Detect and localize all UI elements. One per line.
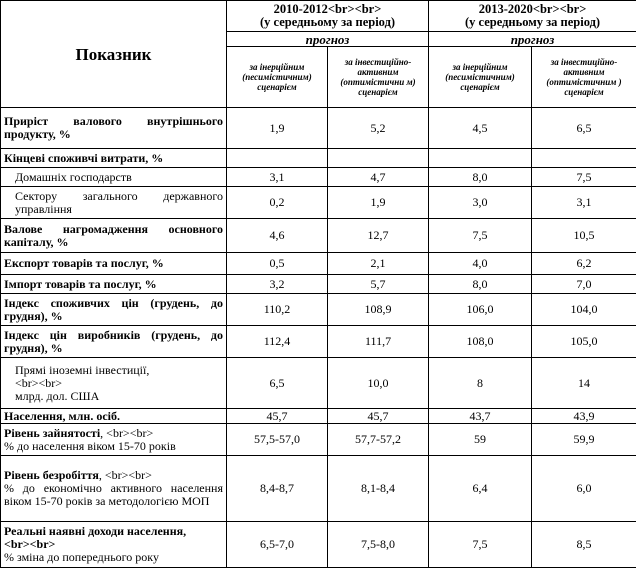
forecast-header: прогноз	[429, 32, 636, 47]
cell-value: 7,5-8,0	[328, 522, 429, 568]
table-row	[1, 456, 636, 522]
cell-value: 5,7	[328, 275, 429, 294]
period-title: 2013-2020<br><br>	[478, 2, 587, 16]
table-row	[1, 108, 636, 149]
cell-value: 104,0	[532, 294, 636, 326]
cell-value: 2,1	[328, 253, 429, 275]
cell-value: 7,5	[532, 168, 636, 187]
cell-value: 1,9	[328, 187, 429, 219]
cell-value: 8,0	[429, 275, 532, 294]
scenario-inertial-header: за інерційним (песимістичним) сценарієм	[429, 47, 532, 108]
table-row	[1, 409, 636, 424]
forecast-header: прогноз	[227, 32, 429, 47]
cell-value: 3,1	[227, 168, 328, 187]
cell-value: 6,5	[532, 108, 636, 149]
cell-value: 57,7-57,2	[328, 424, 429, 456]
cell-value: 43,9	[532, 409, 636, 424]
table-row	[1, 358, 636, 409]
row-label: Домашніх господарств	[1, 168, 227, 187]
cell-value: 6,4	[429, 456, 532, 522]
row-label: Індекс споживчих цін (грудень, до грудня), %	[1, 294, 227, 326]
cell-value: 43,7	[429, 409, 532, 424]
table-row	[1, 275, 636, 294]
cell-value: 59,9	[532, 424, 636, 456]
scenario-investment-header: за інвестиційно-активним (оптимістичним ) сценарієм	[532, 47, 636, 108]
period-2013-2020-header	[429, 1, 636, 32]
row-label: Приріст валового внутрішнього продукту, %	[1, 108, 227, 149]
cell-value: 3,1	[532, 187, 636, 219]
cell-value: 7,0	[532, 275, 636, 294]
cell-value: 7,5	[429, 522, 532, 568]
cell-value: 6,2	[532, 253, 636, 275]
table-row	[1, 149, 636, 168]
row-label: Сектору загального державного управління	[1, 187, 227, 219]
row-label: Валове нагромадження основного капіталу, %	[1, 219, 227, 253]
cell-value: 8,0	[429, 168, 532, 187]
row-label: Прямі іноземні інвестиції, <br><br> млрд. дол. США	[1, 358, 227, 409]
period-subtitle: (у середньому за період)	[259, 15, 396, 29]
indicator-header: Показник	[1, 1, 227, 108]
scenario-investment-header: за інвестиційно-активним (оптимістични м) сценарієм	[328, 47, 429, 108]
cell-value: 5,2	[328, 108, 429, 149]
cell-value: 57,5-57,0	[227, 424, 328, 456]
table-row	[1, 187, 636, 219]
cell-value: 105,0	[532, 326, 636, 358]
row-label: Індекс цін виробників (грудень, до грудня), %	[1, 326, 227, 358]
cell-value: 8	[429, 358, 532, 409]
cell-value: 8,5	[532, 522, 636, 568]
cell-value: 4,7	[328, 168, 429, 187]
period-subtitle: (у середньому за період)	[464, 15, 601, 29]
scenario-inertial-header: за інерційним (песимістичним) сценарієм	[227, 47, 328, 108]
table-row	[1, 424, 636, 456]
cell-value: 108,9	[328, 294, 429, 326]
cell-value: 7,5	[429, 219, 532, 253]
cell-value: 106,0	[429, 294, 532, 326]
table-row	[1, 326, 636, 358]
row-label: Кінцеві споживчі витрати, %	[1, 149, 227, 168]
cell-value: 6,5	[227, 358, 328, 409]
row-label: Рівень зайнятості, <br><br> % до населення віком 15-70 років	[1, 424, 227, 456]
cell-value: 1,9	[227, 108, 328, 149]
cell-value: 14	[532, 358, 636, 409]
table-row	[1, 168, 636, 187]
cell-value: 45,7	[227, 409, 328, 424]
table-row	[1, 294, 636, 326]
cell-value: 6,5-7,0	[227, 522, 328, 568]
cell-value: 4,6	[227, 219, 328, 253]
cell-value: 111,7	[328, 326, 429, 358]
row-label: Експорт товарів та послуг, %	[1, 253, 227, 275]
cell-value: 8,1-8,4	[328, 456, 429, 522]
header-row-period	[1, 1, 636, 32]
period-2010-2012-header	[227, 1, 429, 32]
cell-value: 112,4	[227, 326, 328, 358]
cell-value: 59	[429, 424, 532, 456]
cell-value: 6,0	[532, 456, 636, 522]
row-label: Реальні наявні доходи населення, <br><br> % зміна до попереднього року	[1, 522, 227, 568]
row-label: Населення, млн. осіб.	[1, 409, 227, 424]
cell-value: 10,5	[532, 219, 636, 253]
cell-value: 4,5	[429, 108, 532, 149]
table-row	[1, 522, 636, 568]
cell-value: 12,7	[328, 219, 429, 253]
cell-value: 10,0	[328, 358, 429, 409]
cell-value: 110,2	[227, 294, 328, 326]
cell-value: 4,0	[429, 253, 532, 275]
period-title: 2010-2012<br><br>	[273, 2, 382, 16]
cell-value: 3,2	[227, 275, 328, 294]
table-row	[1, 253, 636, 275]
cell-value: 0,5	[227, 253, 328, 275]
table-row	[1, 219, 636, 253]
cell-value: 45,7	[328, 409, 429, 424]
cell-value: 108,0	[429, 326, 532, 358]
cell-value: 3,0	[429, 187, 532, 219]
row-label: Рівень безробіття, <br><br> % до економічно активного населення віком 15-70 років за методологією МОП	[1, 456, 227, 522]
row-label: Імпорт товарів та послуг, %	[1, 275, 227, 294]
cell-value: 8,4-8,7	[227, 456, 328, 522]
cell-value: 0,2	[227, 187, 328, 219]
